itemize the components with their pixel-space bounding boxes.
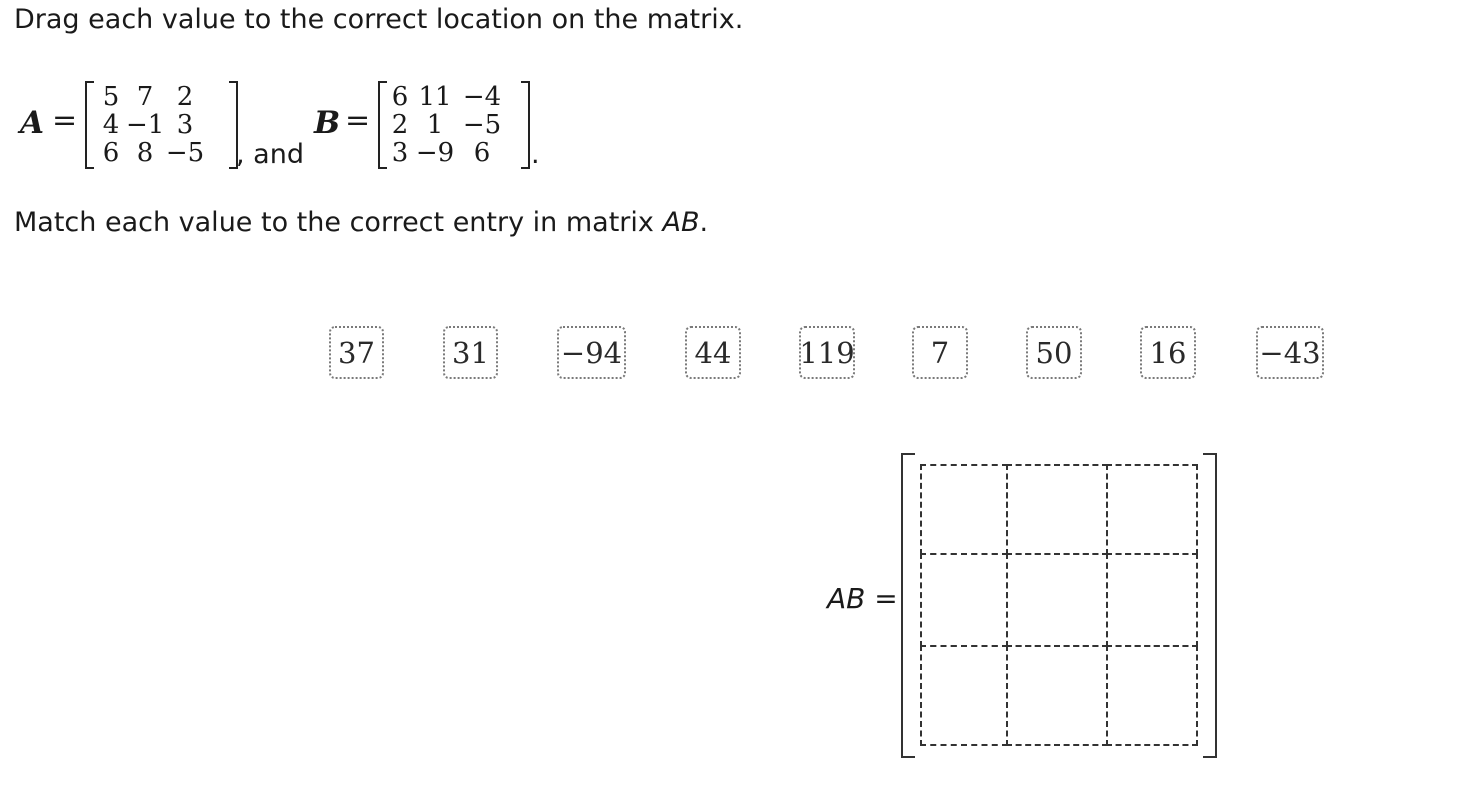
matrix-a-equals: = (52, 103, 78, 138)
drop-zone-r2c1[interactable] (920, 553, 1008, 647)
drop-zone-r1c1[interactable] (920, 464, 1008, 555)
matrix-b-entry: 3 (391, 138, 409, 168)
matrix-a-entry: 4 (102, 110, 120, 140)
matrix-b-grid (388, 83, 506, 167)
instruction-text: Drag each value to the correct location on the matrix. (14, 4, 744, 35)
matrix-a-name: A (20, 105, 45, 141)
matrix-a-suffix: , and (236, 139, 304, 170)
drop-zone-r2c2[interactable] (1006, 553, 1108, 647)
drop-zone-r1c3[interactable] (1106, 464, 1198, 555)
value-tile[interactable]: 16 (1140, 326, 1196, 379)
matrix-b-equals: = (345, 103, 371, 138)
matrix-b-entry: 11 (418, 82, 452, 112)
matrix-a-entry: −1 (126, 110, 165, 140)
matrix-a-grid (96, 83, 206, 167)
matrix-b-entry: −4 (462, 82, 502, 112)
matrix-a-entry: 8 (136, 138, 154, 168)
value-tile[interactable]: 7 (912, 326, 968, 379)
match-prompt-text: Match each value to the correct entry in matrix (14, 207, 663, 238)
match-prompt (14, 207, 708, 239)
match-prompt-matrix-name: AB (662, 207, 700, 238)
matrix-b-entry: 6 (391, 82, 409, 112)
ab-right-bracket (1203, 453, 1217, 758)
matrix-a-left-bracket (85, 81, 94, 169)
value-tile[interactable]: 31 (443, 326, 498, 379)
matrix-b-entry: −5 (462, 110, 502, 140)
matrix-a-entry: 7 (136, 82, 154, 112)
matrix-b (312, 81, 552, 171)
value-tile[interactable]: 37 (329, 326, 384, 379)
matrix-b-right-bracket (521, 81, 530, 169)
matrix-b-entry: 2 (391, 110, 409, 140)
drop-zone-r2c3[interactable] (1106, 553, 1198, 647)
value-tile[interactable]: 50 (1026, 326, 1082, 379)
matrix-b-suffix: . (531, 139, 540, 170)
matrix-a-entry: 2 (176, 82, 194, 112)
matrix-b-name: B (314, 105, 341, 141)
matrix-b-left-bracket (378, 81, 387, 169)
ab-left-bracket (901, 453, 915, 758)
matrix-b-entry: −9 (415, 138, 455, 168)
drop-zone-r1c2[interactable] (1006, 464, 1108, 555)
drop-zone-r3c2[interactable] (1006, 645, 1108, 746)
value-tile[interactable]: 44 (685, 326, 741, 379)
ab-label (827, 582, 898, 615)
matrix-a-entry: −5 (165, 138, 205, 168)
matrix-a (18, 81, 318, 171)
drop-zone-r3c3[interactable] (1106, 645, 1198, 746)
matrix-b-entry: 1 (426, 110, 444, 140)
value-tile[interactable]: 119 (799, 326, 855, 379)
ab-label-name: AB (827, 582, 866, 615)
drop-zone-r3c1[interactable] (920, 645, 1008, 746)
ab-label-equals: = (874, 582, 898, 615)
matrix-a-entry: 3 (176, 110, 194, 140)
value-tile[interactable]: −43 (1256, 326, 1324, 379)
matrix-a-entry: 6 (102, 138, 120, 168)
matrix-a-entry: 5 (102, 82, 120, 112)
value-tile[interactable]: −94 (557, 326, 626, 379)
match-prompt-end: . (699, 207, 709, 238)
matrix-b-entry: 6 (473, 138, 491, 168)
